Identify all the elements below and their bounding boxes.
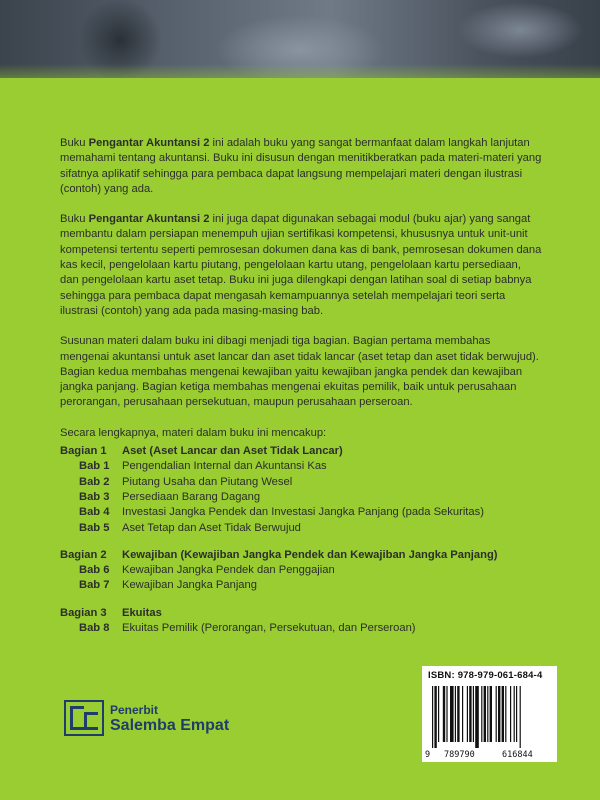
chapter-title: Piutang Usaha dan Piutang Wesel bbox=[122, 475, 293, 488]
isbn-number: ISBN: 978-979-061-684-4 bbox=[428, 670, 543, 681]
part-title: Kewajiban (Kewajiban Jangka Pendek dan Kewajiban Jangka Panjang) bbox=[122, 548, 498, 561]
salemba-empat-logo-icon bbox=[64, 700, 104, 736]
toc-part-3 bbox=[60, 606, 542, 637]
chapter-label: Bab 1 bbox=[79, 460, 110, 473]
isbn-barcode-block bbox=[422, 666, 557, 762]
publisher-line-2: Salemba Empat bbox=[110, 717, 230, 734]
chapter-title: Kewajiban Jangka Pendek dan Penggajian bbox=[122, 564, 335, 577]
barcode-icon bbox=[432, 686, 550, 748]
part-label: Bagian 2 bbox=[60, 548, 107, 561]
toc-intro: Secara lengkapnya, materi dalam buku ini mencakup: bbox=[60, 426, 327, 439]
description-paragraph-2: Buku Pengantar Akuntansi 2 ini juga dapat digunakan sebagai modul (buku ajar) yang sangat membantu dalam persiapan menempuh ujian sertifikasi kompetensi, khususnya untuk unit-unit kompetensi tertentu seperti pemrosesan dokumen dana kas di bank, pemrosesan dokumen dana kas kecil, pengelolaan kartu piutang, pengelolaan kartu utang, pengelolaan kartu persediaan, dan pengelolaan kartu aset tetap. Buku ini juga dilengkapi dengan latihan soal di setiap babnya sehingga para pembaca dapat mengasah kemampuannya setelah mempelajari teori serta ilustrasi (contoh) yang ada pada masing-masing bab. bbox=[60, 213, 542, 317]
barcode-digit-lead: 9 bbox=[425, 750, 431, 760]
chapter-title: Ekuitas Pemilik (Perorangan, Persekutuan, dan Perseroan) bbox=[122, 622, 416, 635]
barcode-digit-right: 616844 bbox=[502, 750, 533, 760]
publisher-name bbox=[110, 703, 229, 733]
part-title: Aset (Aset Lancar dan Aset Tidak Lancar) bbox=[122, 445, 343, 458]
part-label: Bagian 1 bbox=[60, 445, 107, 458]
publisher-line-1: Penerbit bbox=[110, 703, 159, 717]
chapter-label: Bab 5 bbox=[79, 521, 110, 534]
description-paragraph-1: Buku Pengantar Akuntansi 2 ini adalah buku yang sangat bermanfaat dalam langkah lanjutan memahami tentang akuntansi. Buku ini disusun dengan menitikberatkan pada materi-materi yang sifatnya aplikatif sehingga para pembaca dapat langsung mempelajari materi dengan ilustrasi (contoh) yang ada. bbox=[60, 137, 542, 195]
chapter-title: Investasi Jangka Pendek dan Investasi Jangka Panjang (pada Sekuritas) bbox=[122, 506, 484, 519]
chapter-title: Kewajiban Jangka Panjang bbox=[122, 579, 257, 592]
toc-part-2 bbox=[60, 548, 542, 594]
back-cover-text bbox=[60, 136, 542, 648]
chapter-label: Bab 7 bbox=[79, 579, 110, 592]
barcode-digit-left: 789790 bbox=[444, 750, 475, 760]
chapter-label: Bab 4 bbox=[79, 506, 110, 519]
description-paragraph-3: Susunan materi dalam buku ini dibagi menjadi tiga bagian. Bagian pertama membahas mengenai akuntansi untuk aset lancar dan aset tidak lancar (aset tetap dan aset tidak berwujud). Bagian kedua membahas mengenai kewajiban yaitu kewajiban jangka pendek dan kewajiban jangka panjang. Bagian ketiga membahas mengenai ekuitas pemilik, baik untuk perusahaan perorangan, perusahaan persekutuan, maupun perusahaan perseroan. bbox=[60, 335, 539, 409]
chapter-label: Bab 3 bbox=[79, 490, 110, 503]
chapter-title: Persediaan Barang Dagang bbox=[122, 490, 261, 503]
chapter-label: Bab 8 bbox=[79, 622, 110, 635]
chapter-label: Bab 2 bbox=[79, 475, 110, 488]
toc-part-1 bbox=[60, 444, 542, 536]
chapter-title: Pengendalian Internal dan Akuntansi Kas bbox=[122, 460, 327, 473]
part-title: Ekuitas bbox=[122, 606, 162, 619]
chapter-label: Bab 6 bbox=[79, 564, 110, 577]
part-label: Bagian 3 bbox=[60, 606, 107, 619]
chapter-title: Aset Tetap dan Aset Tidak Berwujud bbox=[122, 521, 301, 534]
publisher-block bbox=[64, 700, 229, 736]
cover-photo-band bbox=[0, 0, 600, 78]
table-of-contents bbox=[60, 426, 542, 637]
